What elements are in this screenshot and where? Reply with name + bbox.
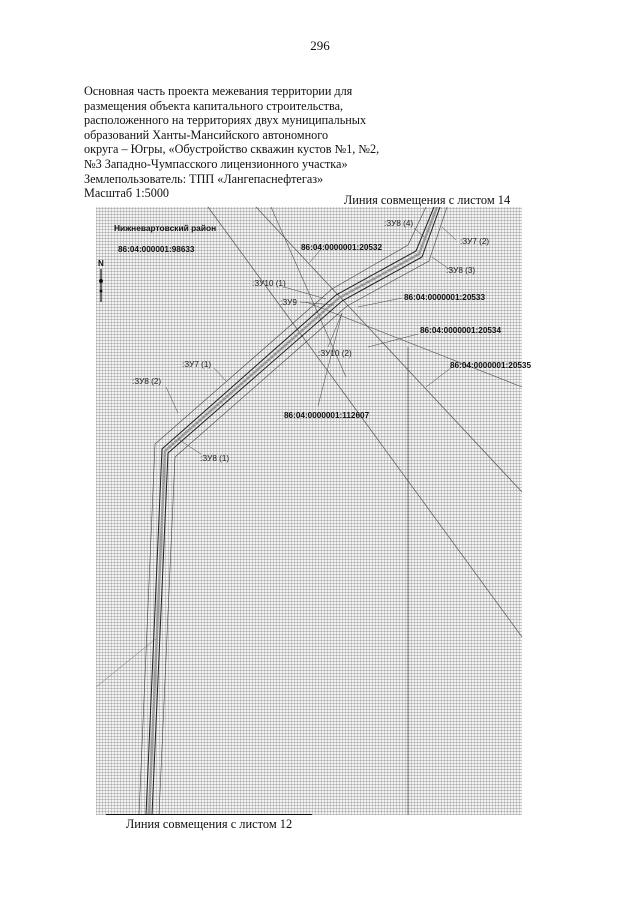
page-number: 296	[310, 38, 330, 53]
north-arrow-dot	[100, 290, 103, 293]
plot-label: :ЗУ7 (2)	[460, 237, 490, 246]
leader-line	[328, 313, 342, 347]
match-line-bottom-label: Линия совмещения с листом 12	[125, 817, 293, 831]
match-line-top-label: Линия совмещения с листом 14	[343, 193, 511, 207]
cadastral-label: 86:04:0000001:20535	[450, 361, 532, 370]
document-header	[84, 84, 444, 201]
plot-label: :ЗУ8 (4)	[384, 219, 414, 228]
leader-line	[166, 387, 178, 413]
leader-line	[442, 227, 456, 240]
plot-label: :ЗУ10 (1)	[252, 279, 286, 288]
header-line: №3 Западно-Чумпасского лицензионного участка»	[84, 156, 348, 171]
match-line-bottom	[106, 814, 312, 815]
map-frame	[96, 207, 532, 815]
leader-line	[358, 298, 402, 307]
plot-label: :ЗУ8 (2)	[132, 377, 162, 386]
scale-line: Масштаб 1:5000	[84, 186, 170, 201]
plot-label: :ЗУ10 (2)	[318, 349, 352, 358]
cadastral-label: 86:04:0000001:112607	[284, 411, 370, 420]
leader-line	[178, 439, 201, 454]
header-line: расположенного на территориях двух муниципальных	[84, 113, 367, 128]
plot-label: :ЗУ7 (1)	[182, 360, 212, 369]
land-user-line: Землепользователь: ТПП «Лангепаснефтегаз»	[84, 171, 324, 186]
boundary-line	[96, 637, 158, 687]
map-canvas	[96, 207, 532, 815]
cadastral-label: 86:04:0000001:20532	[301, 243, 383, 252]
plot-label: :ЗУ8 (1)	[200, 454, 230, 463]
north-arrow-label: N	[98, 259, 104, 268]
leader-line	[414, 228, 424, 237]
region-label: Нижневартовский район	[114, 223, 217, 233]
cadastral-label: 86:04:000001:98633	[118, 245, 195, 254]
cadastral-label: 86:04:0000001:20533	[404, 293, 486, 302]
header-line: размещения объекта капитального строительства,	[84, 98, 344, 113]
north-arrow	[98, 259, 104, 302]
header-line: округа – Югры, «Обустройство скважин кустов №1, №2,	[84, 142, 380, 157]
plot-label: :ЗУ9	[280, 298, 297, 307]
boundary-line	[306, 302, 522, 387]
header-line: образований Ханты-Мансийского автономного	[84, 127, 329, 142]
north-arrow-dot	[99, 279, 103, 283]
leader-line	[214, 368, 226, 381]
header-line: Основная часть проекта межевания территории для	[84, 84, 353, 98]
cadastral-label: 86:04:0000001:20534	[420, 326, 502, 335]
leader-line	[426, 367, 452, 387]
boundary-line	[256, 207, 522, 492]
plot-label: :ЗУ8 (3)	[446, 266, 476, 275]
